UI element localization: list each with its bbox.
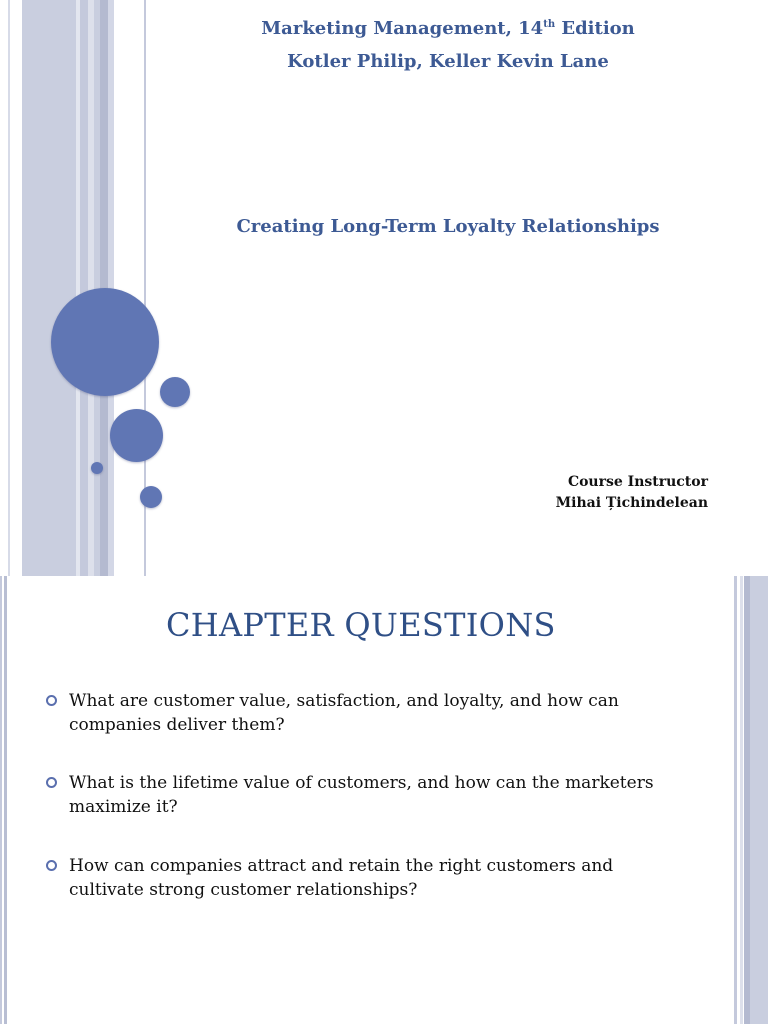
question-text: How can companies attract and retain the right customers and: [69, 856, 614, 876]
chapter-questions-slide: [0, 576, 768, 1024]
bullet-icon: [46, 695, 57, 706]
decorative-stripe: [734, 576, 737, 1024]
decorative-stripe: [0, 576, 2, 1024]
decorative-stripe: [8, 0, 10, 576]
question-item: [69, 854, 689, 902]
question-text: maximize it?: [69, 797, 178, 817]
decorative-stripe: [740, 576, 743, 1024]
question-text: companies deliver them?: [69, 715, 285, 735]
book-title: Marketing Management, 14th Edition: [261, 18, 635, 39]
instructor-label: Course Instructor: [567, 474, 708, 490]
decorative-stripe: [4, 576, 7, 1024]
bullet-icon: [46, 860, 57, 871]
decorative-circle: [110, 409, 163, 462]
decorative-stripe: [80, 0, 88, 576]
slide-title: CHAPTER QUESTIONS: [166, 606, 556, 644]
decorative-circle: [160, 377, 190, 407]
slide-subtitle: Creating Long-Term Loyalty Relationships: [236, 216, 660, 237]
instructor-name: Mihai Țichindelean: [555, 495, 708, 511]
decorative-circle-large: [51, 288, 159, 396]
question-text: cultivate strong customer relationships?: [69, 880, 418, 900]
question-item: [69, 771, 689, 819]
question-text: What is the lifetime value of customers, and how can the marketers: [69, 773, 654, 793]
instructor-block: [556, 472, 708, 514]
question-item: [69, 689, 689, 737]
book-authors: Kotler Philip, Keller Kevin Lane: [287, 51, 609, 72]
decorative-stripe: [22, 0, 76, 576]
bullet-icon: [46, 777, 57, 788]
decorative-circle-small: [91, 462, 103, 474]
decorative-stripe: [750, 576, 768, 1024]
question-text: What are customer value, satisfaction, and loyalty, and how can: [69, 691, 619, 711]
decorative-circle: [140, 486, 162, 508]
